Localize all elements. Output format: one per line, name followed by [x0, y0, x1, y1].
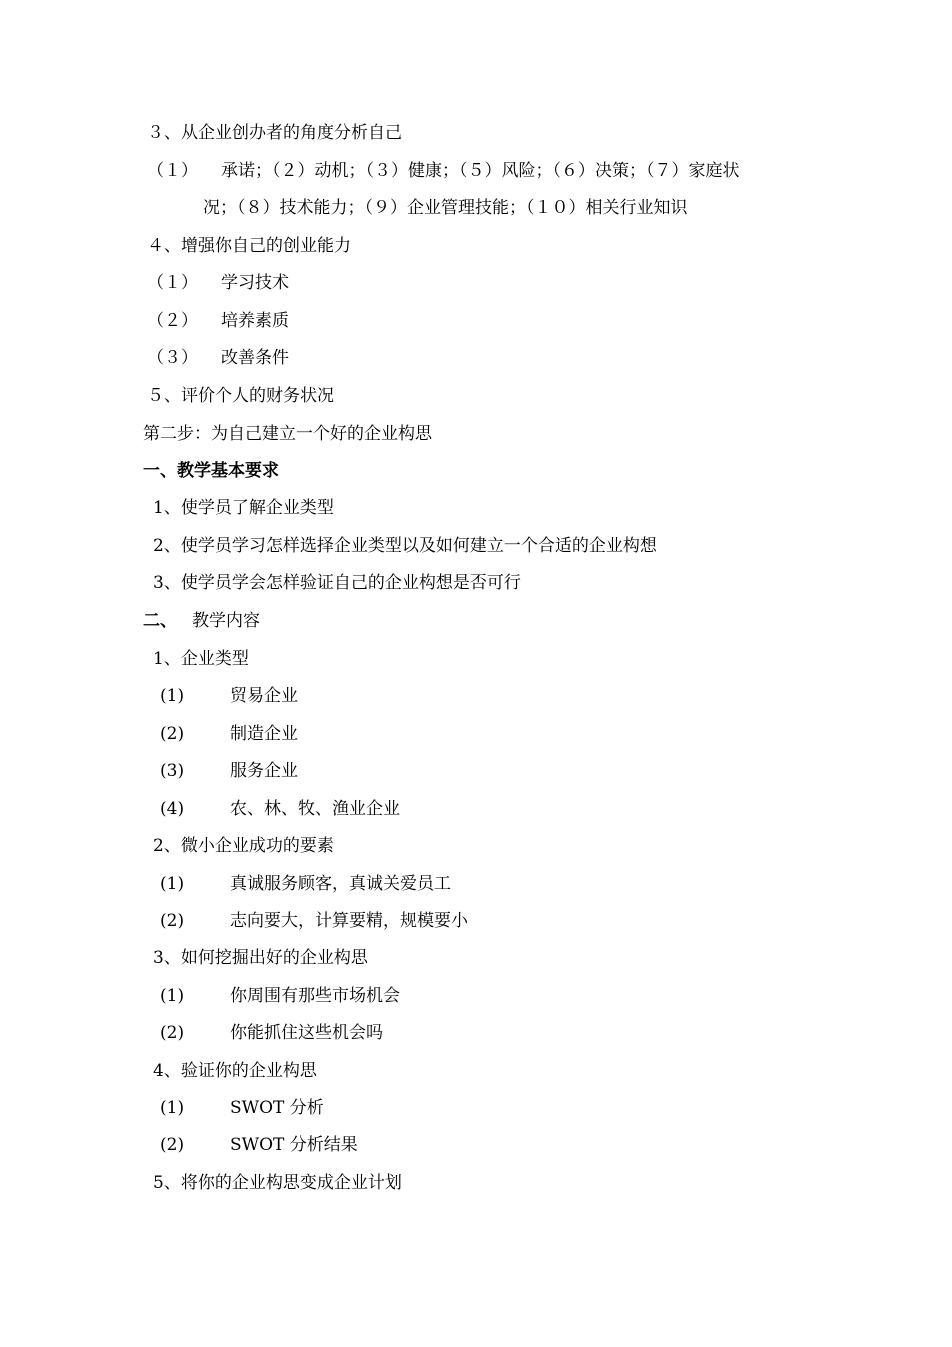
- item-number: (2): [160, 1135, 185, 1155]
- list-item: （１） 学习技术: [147, 273, 289, 293]
- section-heading-5: ５、评价个人的财务状况: [147, 386, 334, 406]
- item-number: （２）: [147, 311, 198, 331]
- part-heading-2: 二、 教学内容: [143, 611, 260, 631]
- list-item: (1) 你周围有那些市场机会: [160, 986, 400, 1006]
- list-item: (1) SWOT 分析: [160, 1098, 324, 1118]
- list-item: (3) 服务企业: [160, 761, 298, 781]
- item-number: (1): [160, 1098, 185, 1118]
- requirement-item: 2、使学员学习怎样选择企业类型以及如何建立一个合适的企业构想: [153, 536, 657, 556]
- item-number: （３）: [147, 348, 198, 368]
- list-item: （３） 改善条件: [147, 348, 289, 368]
- list-item: (1) 贸易企业: [160, 686, 298, 706]
- requirement-item: 3、使学员学会怎样验证自己的企业构想是否可行: [153, 573, 521, 593]
- list-item: （２） 培养素质: [147, 311, 289, 331]
- step-heading: 第二步：为自己建立一个好的企业构思: [143, 424, 432, 444]
- list-item: (2) 制造企业: [160, 724, 298, 744]
- part-number: 二、: [143, 611, 177, 631]
- list-item: （１） 承诺；（２）动机；（３）健康；（５）风险；（６）决策；（７）家庭状: [147, 161, 740, 181]
- list-item: (2) 志向要大，计算要精，规模要小: [160, 911, 468, 931]
- item-number: (2): [160, 724, 185, 744]
- part-heading-1: 一、教学基本要求: [143, 461, 279, 481]
- item-number: (4): [160, 799, 185, 819]
- content-heading: 4、验证你的企业构思: [153, 1061, 317, 1081]
- list-item: (4) 农、林、牧、渔业企业: [160, 799, 400, 819]
- item-number: (1): [160, 686, 185, 706]
- list-item: (2) SWOT 分析结果: [160, 1135, 358, 1155]
- section-heading-4: ４、增强你自己的创业能力: [147, 236, 351, 256]
- requirement-item: 1、使学员了解企业类型: [153, 498, 334, 518]
- item-number: (1): [160, 986, 185, 1006]
- list-item: (1) 真诚服务顾客，真诚关爱员工: [160, 874, 451, 894]
- item-number: （１）: [147, 161, 198, 181]
- content-heading: 1、企业类型: [153, 649, 249, 669]
- content-heading: 5、将你的企业构思变成企业计划: [153, 1173, 402, 1193]
- list-item: (2) 你能抓住这些机会吗: [160, 1023, 383, 1043]
- item-number: (1): [160, 874, 185, 894]
- content-heading: 2、微小企业成功的要素: [153, 836, 334, 856]
- item-number: (3): [160, 761, 185, 781]
- item-number: （１）: [147, 273, 198, 293]
- item-number: (2): [160, 1023, 185, 1043]
- list-item-continuation: 况；（８）技术能力；（９）企业管理技能；（１０）相关行业知识: [203, 198, 688, 218]
- content-heading: 3、如何挖掘出好的企业构思: [153, 948, 368, 968]
- item-number: (2): [160, 911, 185, 931]
- section-heading-3: ３、从企业创办者的角度分析自己: [147, 123, 402, 143]
